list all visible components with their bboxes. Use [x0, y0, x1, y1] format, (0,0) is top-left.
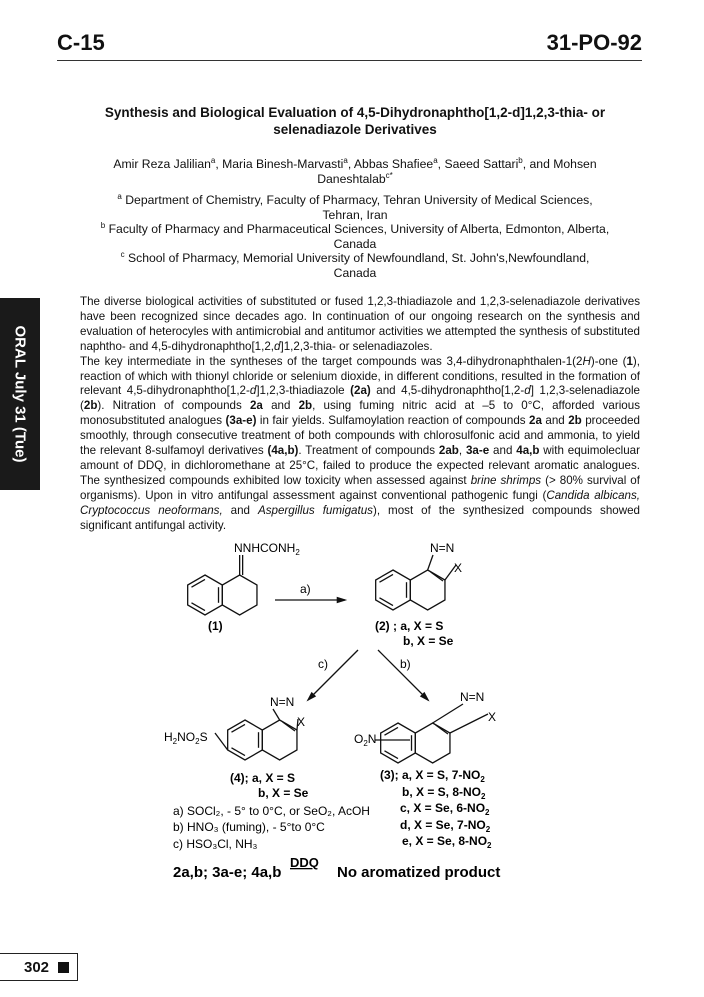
abstract-text: proceeded smoothly, through consecutive treatment of both compounds with chlorosulfonic acid and ammonia, to yield the relevant 8-sulfamoyl derivatives — [80, 414, 640, 458]
aromatic-double-bond — [191, 579, 205, 587]
affiliation-marker: b — [100, 220, 106, 230]
double-bond — [436, 725, 448, 734]
abstract-text: 2b — [298, 399, 313, 413]
step-c-label: c) — [318, 657, 328, 671]
square-marker-icon — [58, 962, 69, 973]
dihydro-ring — [410, 570, 445, 610]
benzene-ring — [381, 723, 416, 763]
abstract-text: (4a,b) — [267, 444, 299, 458]
dihydro-ring — [415, 723, 450, 763]
reagent-b: b) HNO₃ (fuming), - 5°to 0°C — [173, 820, 325, 834]
author-list: Amir Reza Jalilian$^a$, Maria Binesh-Marvasti$^a$, Abbas Shafiee$^a$, Saeed Sattari$^b$, and Mohsen Daneshtalab$^{c*}$ — [113, 155, 597, 186]
abstract-text: . Treatment of compounds — [298, 444, 439, 458]
compound-4-x: X — [297, 715, 306, 729]
abstract-text: and — [262, 399, 299, 413]
author: Amir Reza Jalilian — [113, 157, 211, 171]
reagent-c: c) HSO₃Cl, NH₃ — [173, 837, 258, 851]
abstract-text: , — [458, 444, 466, 458]
double-bond — [283, 722, 295, 731]
abstract-text: (2a) — [350, 384, 371, 398]
author-affiliation-marker: a — [433, 155, 438, 165]
abstract-text: ]1,2,3-thia- or selenadiazoles. — [280, 339, 433, 353]
compound-3-label: e, X = Se, $8-NO_2$ — [402, 834, 492, 850]
abstract-text: (> 80% survival of organisms). Upon in vitro antifungal assessment against conventional pathogenic fungi ( — [80, 473, 640, 502]
affiliation-marker: a — [117, 191, 122, 201]
compound-3-substituent: $O_2N$ — [354, 732, 377, 748]
compound-4-substituent: $H_2NO_2S$ — [164, 730, 208, 746]
ring-bond — [273, 709, 280, 720]
abstract-text: 2a — [529, 414, 542, 428]
benzene-ring — [188, 575, 223, 615]
abstract-text: 2a — [249, 399, 263, 413]
abstract-text: in fair yields. Sulfamoylation reaction of compounds — [256, 414, 530, 428]
compound-2-label-a: (2) ; a, X = S — [375, 619, 444, 633]
aromatic-double-bond — [231, 724, 245, 732]
arrow-a-head — [337, 598, 345, 603]
aromatic-double-bond — [379, 574, 393, 582]
abstract-text: Candida albicans, Cryptococcus neoformans, — [80, 488, 640, 517]
affiliation-text: Faculty of Pharmacy and Pharmaceutical Sciences, University of Alberta, Edmonton, Alberta, Canada — [108, 222, 610, 251]
cyclohexane-ring — [222, 575, 257, 615]
sulfonamide-bond — [215, 733, 228, 750]
abstract-text: (3a-e) — [225, 414, 257, 428]
abstract-text: Aspergillus fumigatus — [258, 503, 373, 517]
author: Abbas Shafiee — [353, 157, 434, 171]
compound-2-x: X — [454, 561, 463, 575]
abstract-text: 2ab — [438, 444, 459, 458]
author-affiliation-marker: b — [518, 155, 523, 165]
author-affiliation-marker: c* — [385, 170, 393, 180]
aromatic-double-bond — [384, 727, 398, 735]
author-affiliation-marker: a — [210, 155, 216, 165]
abstract-text: 1 — [626, 354, 633, 368]
compound-4-label-a: (4); a, X = S — [230, 771, 296, 785]
page-number: 302 — [24, 959, 50, 976]
abstract-text: ), most of the synthesized compounds showed significant antifungal activity. — [80, 503, 640, 532]
double-bond — [431, 572, 443, 581]
abstract-text: H — [582, 354, 591, 368]
author: Maria Binesh-Marvasti — [222, 157, 344, 171]
affiliation-text: School of Pharmacy, Memorial University of Newfoundland, St. John's,Newfoundland, Canada — [128, 251, 590, 280]
abstract-text: d — [274, 339, 281, 353]
paper-title: Synthesis and Biological Evaluation of 4,5-Dihydronaphtho[1,2-d]1,2,3-thia- or selenadiazole Derivatives — [104, 105, 606, 137]
abstract-text: 3a-e — [465, 444, 490, 458]
reagent-a: a) SOCl₂, - 5° to 0°C, or SeO₂, AcOH — [173, 804, 370, 818]
abstract-text: 2b — [83, 399, 98, 413]
aromatic-double-bond — [191, 603, 205, 611]
ring-bond — [450, 714, 488, 733]
author: Saeed Sattari — [444, 157, 519, 171]
compound-4-nn: N=N — [270, 695, 295, 709]
compound-1-label: (1) — [208, 619, 223, 633]
compound-3-label: (3); a, X = S, $7-NO_2$ — [380, 768, 485, 784]
benzene-ring — [228, 720, 263, 760]
abstract-text: with equimolecluar amount of DDQ, in dichloromethane at 25°C, failed to produce the expected relevant aromatic analogues. The synthesized compounds exhibited low toxicity when assessed against — [80, 444, 640, 487]
compound-4-label-b: b, X = Se — [258, 786, 309, 800]
compound-3-label: b, X = S, $8-NO_2$ — [402, 785, 486, 801]
abstract-text: and — [222, 503, 258, 517]
arrow-c — [308, 650, 358, 700]
aromatic-double-bond — [384, 751, 398, 759]
compound-2-nn: N=N — [430, 541, 455, 555]
abstract-text: and — [489, 444, 517, 458]
abstract-text: ). Nitration of compounds — [97, 399, 250, 413]
compound-3-x: X — [488, 710, 497, 724]
step-a-label: a) — [300, 582, 311, 596]
session-code: C-15 — [57, 30, 105, 55]
abstract-text: d — [524, 384, 531, 398]
dihydro-ring — [262, 720, 297, 760]
ddq-result: No aromatized product — [337, 864, 501, 881]
compound-3-label: d, X = Se, $7-NO_2$ — [400, 818, 491, 834]
page-number-box — [0, 953, 78, 981]
abstract-text: )-one ( — [590, 354, 627, 368]
compound-2-label-b: b, X = Se — [403, 634, 454, 648]
author: and Mohsen Daneshtalab — [317, 157, 597, 186]
abstract-text: 4a,b — [516, 444, 540, 458]
compound-3-nn: N=N — [460, 690, 485, 704]
benzene-ring — [376, 570, 411, 610]
abstract-text: and 4,5-dihydronaphtho[1,2- — [370, 384, 525, 398]
compound-1-substituent: $NNHCONH_2$ — [234, 541, 300, 557]
abstract-text: d — [249, 384, 257, 398]
abstract-text: The diverse biological activities of substituted or fused 1,2,3-thiadiazole and 1,2,3-selenadiazole derivatives have been recognized since decades ago. In continuation of our ongoing research on the synthesis and evaluation of heterocyles with antimicrobial and antitumor activities we attempted the synthesis of substituted naphtho- and 4,5-dihydronaphtho[1,2, — [80, 295, 640, 353]
abstract-text: ), reaction of which with thionyl chloride or selenium dioxide, in different conditions, resulted in the formation of relevant 4,5-dihydronaphtho[1,2- — [80, 354, 640, 398]
ring-bond — [428, 555, 433, 570]
step-b-label: b) — [400, 657, 411, 671]
author-affiliation-marker: a — [343, 155, 348, 165]
abstract-text: The key intermediate in the syntheses of the target compounds was 3,4-dihydronaphthalen-1(2 — [80, 354, 583, 368]
affiliation-marker: c — [120, 249, 125, 259]
abstract-text: 2b — [568, 414, 582, 428]
abstract-text: ] 1,2,3-selenadiazole ( — [80, 384, 640, 413]
ddq-reagent: DDQ — [290, 855, 319, 870]
ddq-substrates: 2a,b; 3a-e; 4a,b — [173, 864, 282, 881]
side-tab-label: ORAL July 31 (Tue) — [11, 325, 29, 463]
ring-bond — [433, 704, 463, 723]
abstract-text: and — [541, 414, 569, 428]
aromatic-double-bond — [231, 748, 245, 756]
aromatic-double-bond — [379, 598, 393, 606]
poster-code: 31-PO-92 — [546, 30, 642, 55]
abstract-text: ]1,2,3-thiadiazole — [256, 384, 351, 398]
abstract-text: , using fuming nitric acid at –5 to 0°C, afforded various monosubstituted analogues — [80, 399, 640, 428]
compound-3-label: c, X = Se, $6-NO_2$ — [400, 801, 490, 817]
abstract-text: brine shrimps — [470, 473, 542, 487]
affiliation-text: Department of Chemistry, Faculty of Pharmacy, Tehran University of Medical Sciences, Tehran, Iran — [125, 193, 593, 222]
